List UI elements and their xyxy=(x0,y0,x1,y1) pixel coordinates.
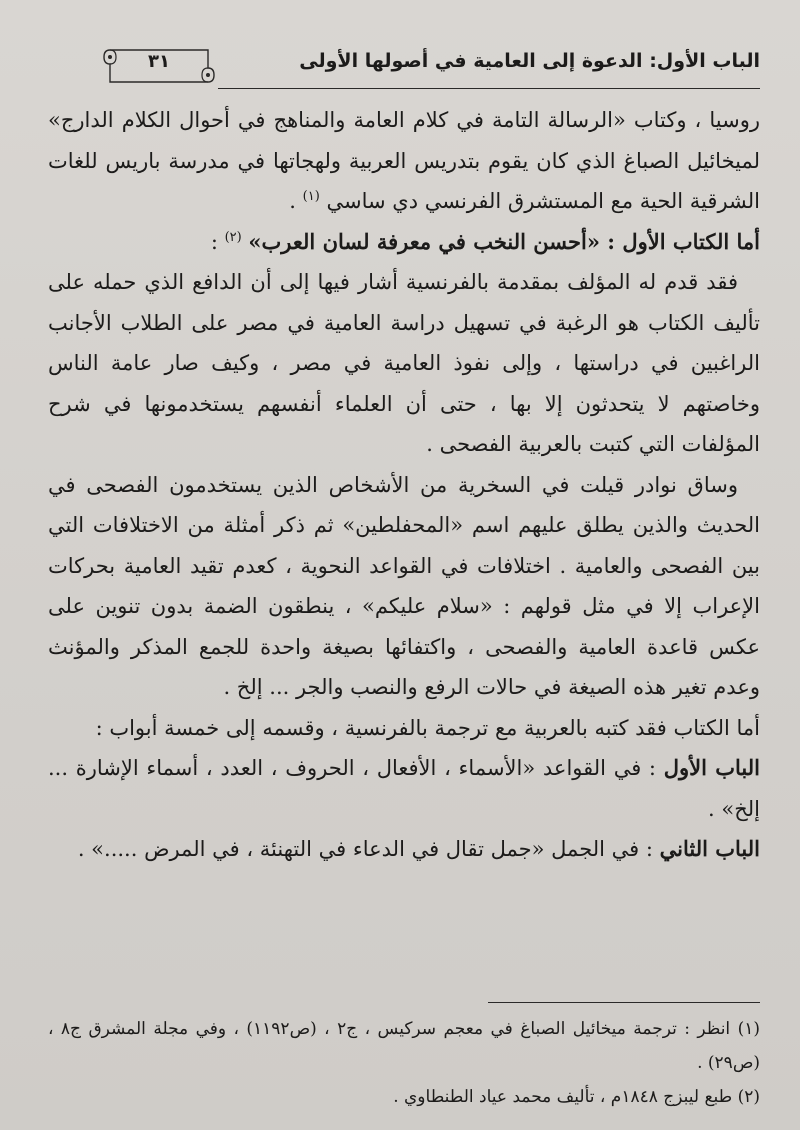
paragraph-5: أما الكتاب فقد كتبه بالعربية مع ترجمة بالفرنسية ، وقسمه إلى خمسة أبواب : xyxy=(95,715,760,740)
footnotes xyxy=(48,1012,760,1114)
footnote-1: (١) انظر : ترجمة ميخائيل الصباغ في معجم سركيس ، ج٢ ، (ص١١٩٢) ، وفي مجلة المشرق ج٨ ، (ص٢٩) . xyxy=(48,1019,760,1073)
footnote-divider xyxy=(488,1002,760,1003)
footnote-ref-1: (١) xyxy=(302,189,320,204)
chapter-two-text: : في الجمل «جمل تقال في الدعاء في التهنئة ، في المرض .....» . xyxy=(77,837,660,861)
page-number: ٣١ xyxy=(148,51,170,72)
chapter-one-text: : في القواعد «الأسماء ، الأفعال ، الحروف ، العدد ، أسماء الإشارة ... إلخ» . xyxy=(48,756,760,821)
paragraph-4: وساق نوادر قيلت في السخرية من الأشخاص الذين يستخدمون الفصحى في الحديث والذين يطلق عليهم اسم «المحفلطين» ثم ذكر أمثلة من الاختلافات التي بين الفصحى والعامية . اختلافات في القواعد النحوية ، كعدم تقيد العامية بحركات الإعراب إلا في مثل قولهم : «سلام عليكم» ، ينطقون الضمة بدون تنوين على عكس قاعدة العامية والفصحى ، واكتفائها بصيغة واحدة للجمع المذكر والمؤنث وعدم تغير هذه الصيغة في حالات الرفع والنصب والجر ... إلخ . xyxy=(48,472,760,699)
paragraph-2-end: : xyxy=(210,229,225,254)
paragraph-2 xyxy=(48,222,760,263)
paragraph-1-end: . xyxy=(289,189,303,213)
main-text xyxy=(48,100,760,870)
scroll-ornament xyxy=(100,44,218,86)
chapter-one-label: الباب الأول xyxy=(663,755,760,780)
footnote-2: (٢) طبع ليبزج ١٨٤٨م ، تأليف محمد عياد الطنطاوي . xyxy=(393,1087,760,1107)
chapter-title: الباب الأول: الدعوة إلى العامية في أصولها الأولى xyxy=(299,50,760,72)
footnote-ref-2: (٢) xyxy=(224,229,242,245)
running-header xyxy=(100,44,760,96)
paragraph-1-text: روسيا ، وكتاب «الرسالة التامة في كلام العامة والمناهج في أحوال الكلام الدارج» لميخائيل الصباغ الذي كان يقوم بتدريس العربية ولهجاتها في مدرسة باريس للغات الشرقية الحية مع المستشرق الفرنسي دي ساسي xyxy=(48,108,760,213)
paragraph-1 xyxy=(48,100,760,222)
paragraph-7 xyxy=(48,829,760,870)
paragraph-3: فقد قدم له المؤلف بمقدمة بالفرنسية أشار فيها إلى أن الدافع الذي حمله على تأليف الكتاب هو الرغبة في تسهيل دراسة العامية في مصر على الطلاب الأجانب الراغبين في دراستها ، وإلى نفوذ العامية في مصر ، وكيف صار عامة الناس وخاصتهم لا يتحدثون إلا بها ، حتى أن العلماء أنفسهم يستخدمونها في شرح المؤلفات التي كتبت بالعربية الفصحى . xyxy=(48,270,760,456)
paragraph-6 xyxy=(48,748,760,829)
header-divider xyxy=(218,88,760,89)
chapter-two-label: الباب الثاني xyxy=(659,836,760,861)
paragraph-2-text: أما الكتاب الأول : «أحسن النخب في معرفة لسان العرب» xyxy=(248,228,760,254)
